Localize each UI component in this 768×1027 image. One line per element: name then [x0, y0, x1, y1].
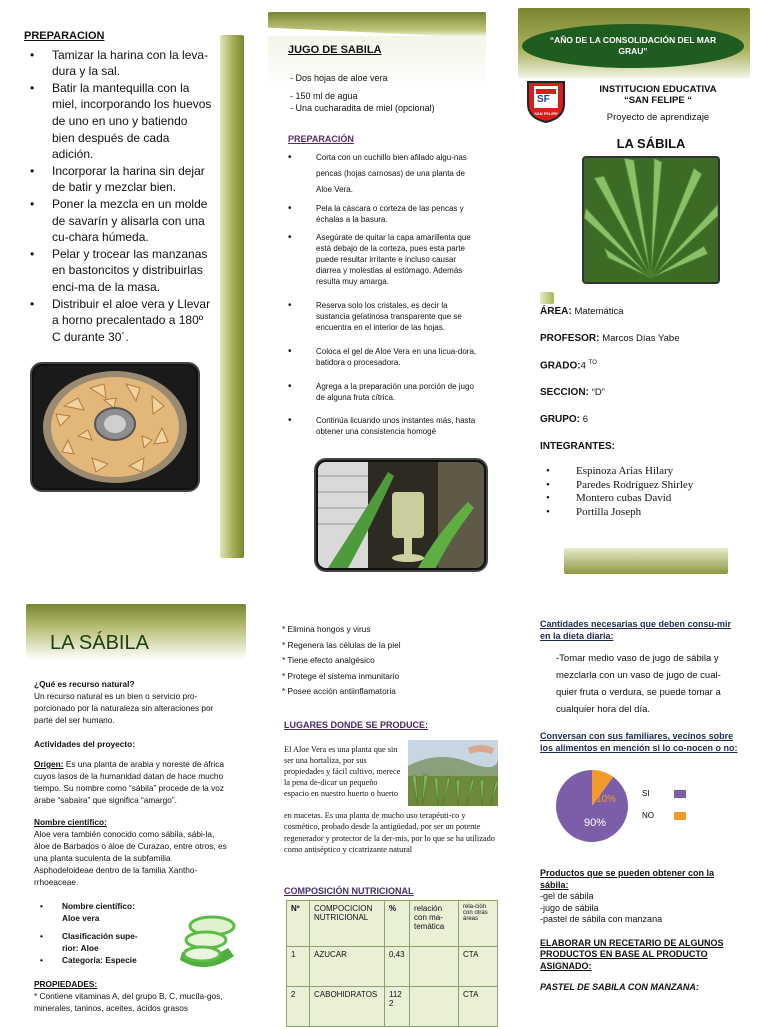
ingredient: - 150 ml de agua — [290, 91, 358, 101]
recipe-preparation-section — [24, 28, 212, 345]
products-section — [540, 868, 744, 994]
table-cell: AZUCAR — [310, 947, 385, 987]
aloe-plant-photo — [582, 156, 720, 284]
project-details — [540, 306, 750, 519]
school-logo — [526, 80, 566, 124]
group-label: GRUPO: — [540, 414, 580, 425]
sci-heading: Nombre científico: — [34, 817, 107, 827]
section-value: “D” — [591, 387, 605, 398]
list-item: • Clasificación supe-rior: Aloe — [34, 930, 154, 954]
list-item: * Regenera las células de la piel — [282, 639, 401, 650]
list-item: • Tamizar la harina con la leva-dura y la sal. — [24, 47, 212, 80]
project-label: Proyecto de aprendizaje — [606, 112, 710, 123]
list-item: -jugo de sábila — [540, 902, 599, 913]
list-item: • Batir la mantequilla con la miel, incorporando los huevos de uno en uno y batiendo bien después de cada adición. — [24, 80, 212, 163]
table-cell — [410, 987, 459, 1027]
activities-heading: Actividades del proyecto: — [34, 739, 135, 749]
table-cell: CTA — [459, 987, 498, 1027]
table-header: relación con ma-temática — [410, 901, 459, 947]
preparation-heading: PREPARACIÓN — [288, 134, 354, 144]
list-item — [540, 479, 750, 493]
cover-title: LA SÁBILA — [616, 136, 686, 151]
section-label: SECCION: — [540, 387, 589, 398]
list-item: • Pelar y trocear las manzanas en bastoncitos y distribuirlas enci-ma de la masa. — [24, 246, 212, 296]
year-banner — [522, 24, 744, 68]
teacher-row — [540, 333, 750, 360]
list-item: * Elimina hongos y virus — [282, 624, 371, 634]
quantity-heading: Cantidades necesarias que deben consu-mir en la dieta diaria: — [540, 619, 732, 641]
list-item: • Coloca el gel de Aloe Vera en una licua-dora, batidora o procesadora. — [288, 346, 478, 368]
origin-label: Origen: — [34, 759, 64, 769]
question-heading: ¿Qué es recurso natural? — [34, 679, 135, 689]
table-cell: CABOHIDRATOS — [310, 987, 385, 1027]
juice-photo — [316, 460, 486, 570]
table-cell: 1 — [287, 947, 310, 987]
legend-swatch-no — [674, 812, 686, 820]
members-list — [540, 465, 750, 519]
preparation-steps — [24, 47, 212, 346]
list-item — [540, 492, 750, 506]
places-text-bottom: en macetas. Es una planta de mucho uso terapéuti-co y cosmético, probado desde la antigüedad, por ser un potente regenerador y protector de la der-mis, por lo que se ha utilizado como antiséptico y cicatrizante natural — [284, 811, 495, 855]
school-info — [572, 84, 744, 123]
table-header: COMPOCICION NUTRICIONAL — [310, 901, 385, 947]
origin-paragraph — [34, 758, 230, 806]
recipe-title: PASTEL DE SABILA CON MANZANA: — [540, 982, 699, 992]
composition-heading: COMPOSICIÓN NUTRICIONAL — [284, 886, 414, 896]
list-item: * Posee acción antiinflamatoria — [282, 686, 396, 697]
list-item: • Agrega a la preparación una porción de jugo de alguna fruta cítrica. — [288, 381, 478, 403]
list-item: • Incorporar la harina sin dejar de batir y mezclar bien. — [24, 163, 212, 196]
member-name: Espinoza Arias Hilary — [576, 465, 674, 477]
table-cell — [410, 947, 459, 987]
list-item: • Poner la mezcla en un molde de savarín y alisarla con una cu-chara húmeda. — [24, 196, 212, 246]
list-item: -gel de sábila — [540, 891, 594, 901]
table-row — [287, 987, 498, 1027]
area-value: Matemática — [574, 306, 624, 317]
recipe-heading: ELABORAR UN RECETARIO DE ALGUNOS PRODUCTOS EN BASE AL PRODUCTO ASIGNADO: — [540, 937, 724, 971]
members-label: INTEGRANTES: — [540, 441, 615, 452]
classification-list — [34, 900, 154, 966]
marker-strip — [540, 292, 554, 304]
list-item: * Protege el sistema inmunitario — [282, 670, 400, 681]
juice-recipe-section — [288, 44, 478, 437]
ingredient: - Dos hojas de aloe vera — [290, 73, 388, 83]
table-cell: CTA — [459, 947, 498, 987]
list-item: • Categoría: Especie — [34, 954, 154, 966]
list-item: * Tiene efecto analgésico — [282, 655, 375, 666]
legend-label-no: NO — [642, 811, 654, 820]
pie-label-no: 10% — [596, 794, 617, 805]
school-name: “SAN FELIPE “ — [623, 95, 693, 106]
places-text-top: El Aloe Vera es una planta que sin ser una hortaliza, por sus propiedades y fácil cultivo, merece la pena de-dicar un pequeño espacio en nuestro huerto o huerto — [284, 745, 401, 798]
properties-text: * Contiene vitaminas A, del grupo B, C, mucíla-gos, minerales, taninos, aceites, ácidos grasos — [34, 991, 223, 1013]
juice-ingredients — [290, 72, 478, 114]
grade-row — [540, 360, 750, 387]
member-name: Paredes Rodríguez Shirley — [576, 478, 694, 491]
aloe-slice-image — [176, 912, 236, 974]
question-text: Un recurso natural es un bien o servicio pro-porcionado por la naturaleza sin alteraciones por parte del ser humano. — [34, 691, 214, 725]
survey-heading: Conversan con sus familiares, vecinos sobre los alimentos en mención si lo co-nocen o no: — [540, 731, 738, 753]
pie-label-si: 90% — [584, 817, 607, 829]
list-item: • Pela la cáscara o corteza de las pencas y échalas a la basura. — [288, 203, 478, 225]
teacher-value: Marcos Días Yabe — [602, 333, 680, 344]
list-item: -pastel de sábila con manzana — [540, 914, 663, 924]
table-header: Nº — [287, 901, 310, 947]
consumption-section — [540, 618, 740, 754]
member-name: Portilla Joseph — [576, 505, 642, 518]
survey-pie-chart — [540, 766, 740, 846]
year-banner-text: “AÑO DE LA CONSOLIDACIÓN DEL MAR GRAU” — [549, 35, 717, 56]
area-row — [540, 306, 750, 333]
grade-suffix: TO — [588, 360, 597, 366]
origin-text: Es una planta de arabia y noreste de áfrica cuyos lasos de la humanidad datan de hace mucho tiempo. Su nombre como “sábila” procede de la voz árabe “sabaira” que significa “amargo”. — [34, 759, 225, 805]
member-name: Montero cubas David — [576, 492, 672, 504]
table-cell: 0,43 — [385, 947, 410, 987]
area-label: ÁREA: — [540, 306, 572, 317]
table-cell: 1122 — [385, 987, 410, 1027]
quantity-text: -Tomar medio vaso de jugo de sábila y mezclarla con un vaso de jugo de cual-quier fruta o verdura, se puede tomar a cualquier hora del día. — [556, 653, 721, 715]
school-line: INSTITUCION EDUCATIVA — [599, 84, 717, 95]
footer-strip — [564, 548, 728, 574]
legend-label-si: SI — [642, 789, 650, 798]
juice-steps — [288, 150, 478, 437]
properties-heading: PROPIEDADES: — [34, 979, 98, 989]
legend-swatch-si — [674, 790, 686, 798]
list-item: • Corta con un cuchillo bien afilado algu-nas pencas (hojas carnosas) de una planta de Aloe Vera. — [288, 150, 478, 198]
list-item: • Continúa licuando unos instantes más, hasta obtener una consistencia homogé — [288, 415, 478, 437]
logo-tagline: SAN FELIPE — [534, 111, 558, 116]
list-item: • Asegúrate de quitar la capa amarillenta que está debajo de la corteza, pues esta parte puede resultar irritante e incluso causar diarrea y molestias al estómago. Además resulta muy amarga. — [288, 232, 478, 287]
table-header: % — [385, 901, 410, 947]
grade-value: 4 — [580, 360, 586, 372]
list-item: • Distribuir el aloe vera y Llevar a horno precalentado a 180º C durante 30´. — [24, 296, 212, 346]
teacher-label: PROFESOR: — [540, 333, 600, 344]
table-row — [287, 947, 498, 987]
group-value: 6 — [582, 414, 589, 425]
section-row — [540, 387, 750, 414]
column-divider-bar — [220, 35, 244, 558]
ingredient: - Una cucharadita de miel (opcional) — [290, 103, 435, 113]
products-heading: Productos que se pueden obtener con la sábila: — [540, 868, 715, 890]
juice-title: JUGO DE SABILA — [288, 44, 382, 56]
group-row — [540, 414, 750, 441]
list-item: • Reserva solo los cristales, es decir la sustancia gelatinosa transparente que se encuentra en el interior de las hojas. — [288, 300, 478, 333]
aloe-field-photo — [408, 740, 498, 806]
table-header: rela-ción con otras áreas — [459, 901, 498, 947]
list-item — [540, 465, 750, 479]
header-strip — [268, 12, 486, 38]
section-title: LA SÁBILA — [50, 632, 149, 654]
section-heading: PREPARACION — [24, 30, 105, 42]
list-item: • Nombre científico: Aloe vera — [34, 900, 154, 924]
properties-list — [282, 622, 492, 700]
pie-slice-si — [556, 770, 628, 842]
cake-photo — [32, 364, 198, 490]
list-item — [540, 506, 750, 520]
table-header-row — [287, 901, 498, 947]
logo-letters: SF — [537, 94, 550, 105]
table-cell: 2 — [287, 987, 310, 1027]
nutrition-table — [286, 900, 498, 1027]
places-heading: LUGARES DONDE SE PRODUCE: — [284, 720, 429, 730]
grade-label: GRADO: — [540, 360, 581, 372]
sci-text: Aloe vera también conocido como sábila, sábi-la, áloe de Barbados o áloe de Curazao, entre otros, es una planta suculenta de la subfamilia Asphodeloideae dentro de la familia Xantho-rrhoeaceae. — [34, 829, 227, 887]
